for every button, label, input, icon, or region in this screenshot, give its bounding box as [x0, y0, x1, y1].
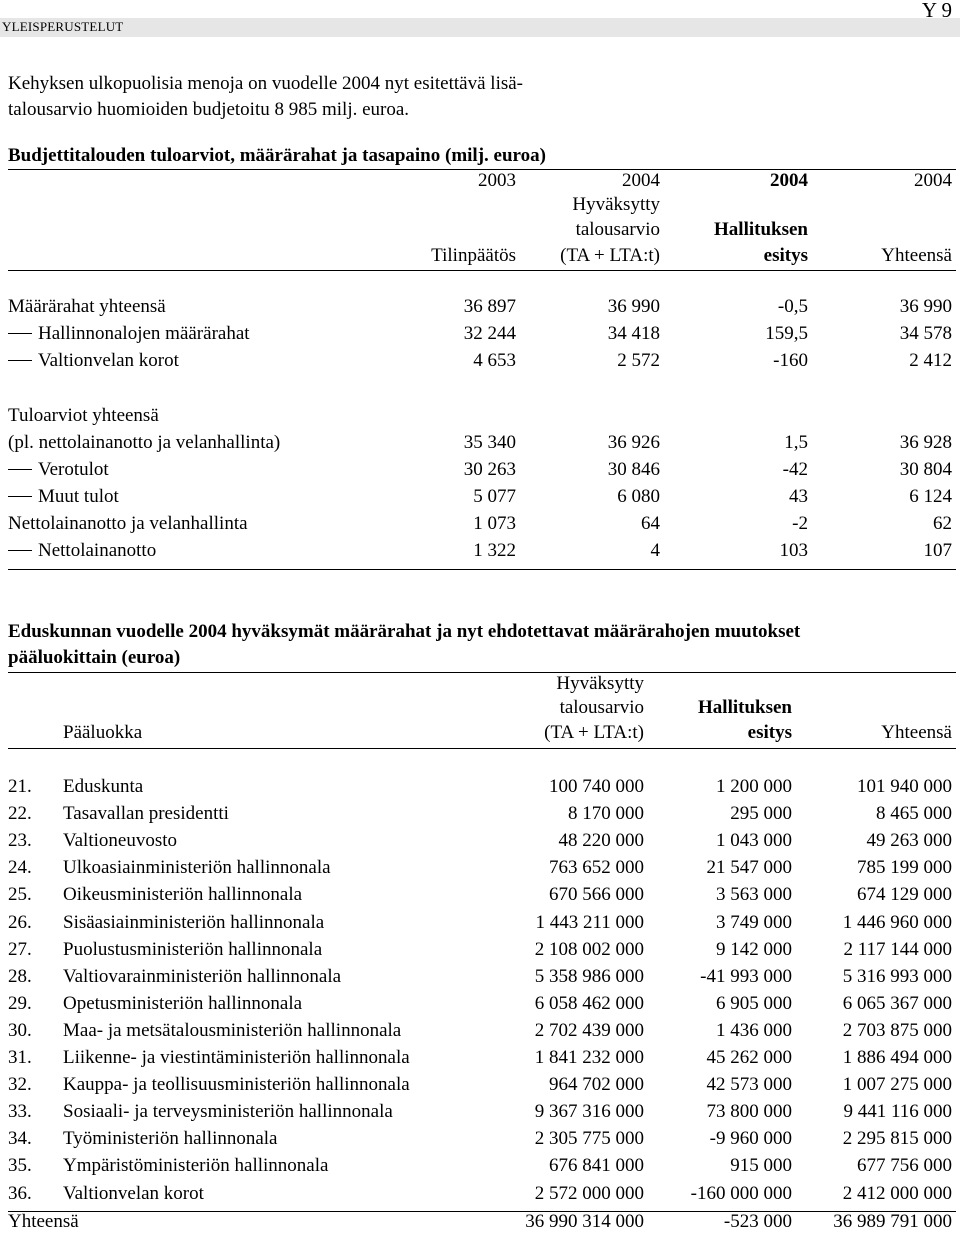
table1-cell: 35 340 — [463, 432, 516, 453]
table2-row-total: 785 199 000 — [857, 857, 952, 878]
table2-row-ta: 2 572 000 000 — [534, 1183, 644, 1204]
table1-cell: 36 990 — [899, 296, 952, 317]
table2-row-number: 26. — [8, 912, 32, 933]
table1-cell: 2 412 — [909, 350, 952, 371]
table1-row-label-text: (pl. nettolainanotto ja velanhallinta) — [8, 432, 281, 453]
table2-col-he-line-1: Hallituksen — [698, 697, 792, 718]
table2-row-ta: 9 367 316 000 — [534, 1101, 644, 1122]
table2-row-name: Oikeusministeriön hallinnonala — [63, 884, 303, 905]
table2-row-name: Valtioneuvosto — [63, 830, 177, 851]
table2-row-total: 677 756 000 — [857, 1155, 952, 1176]
table2-row-ta: 1 841 232 000 — [534, 1047, 644, 1068]
table2-row-name: Valtiovarainministeriön hallinnonala — [63, 966, 342, 987]
table1-row-label-text: Tuloarviot yhteensä — [8, 405, 159, 426]
table2-row-total: 674 129 000 — [857, 884, 952, 905]
table2-row-name: Valtionvelan korot — [63, 1183, 204, 1204]
table2-row-number: 23. — [8, 830, 32, 851]
table2-row-number: 25. — [8, 884, 32, 905]
table2-row-total: 1 886 494 000 — [842, 1047, 952, 1068]
table2-row-ta: 964 702 000 — [549, 1074, 644, 1095]
table2-row-number: 30. — [8, 1020, 32, 1041]
table2-title-line-1: Eduskunnan vuodelle 2004 hyväksymät määrärahat ja nyt ehdotettavat määrärahojen muutokset — [8, 621, 801, 642]
table1-col-year: 2004 — [914, 170, 952, 191]
table2-row-ta: 763 652 000 — [549, 857, 644, 878]
table1-cell: 1,5 — [784, 432, 808, 453]
table1-header-rule — [8, 270, 956, 271]
table1-cell: 1 073 — [473, 513, 516, 534]
table1-cell: 2 572 — [617, 350, 660, 371]
table1-bottom-rule — [8, 569, 956, 570]
table2-row-total: 2 412 000 000 — [842, 1183, 952, 1204]
table1-cell: 36 926 — [607, 432, 660, 453]
table2-row-total: 49 263 000 — [866, 830, 952, 851]
table2-row-total: 2 703 875 000 — [842, 1020, 952, 1041]
table1-cell: 1 322 — [473, 540, 516, 561]
table2-row-number: 36. — [8, 1183, 32, 1204]
table2-row-total: 9 441 116 000 — [843, 1101, 952, 1122]
table2-row-he: -41 993 000 — [700, 966, 792, 987]
table2-row-he: 73 800 000 — [706, 1101, 792, 1122]
table1-row-label — [8, 296, 166, 318]
table1-row-label — [8, 513, 248, 535]
table2-row-total: 1 007 275 000 — [842, 1074, 952, 1095]
table1-cell: 30 263 — [463, 459, 516, 480]
table2-row-ta: 2 305 775 000 — [534, 1128, 644, 1149]
table1-row-label — [8, 459, 109, 481]
table1-col-label: Hyväksytty — [572, 194, 660, 215]
table2-row-ta: 1 443 211 000 — [535, 912, 644, 933]
table2-top-rule — [8, 672, 956, 673]
table2-row-name: Eduskunta — [63, 776, 144, 797]
table2-row-he: 6 905 000 — [716, 993, 792, 1014]
table2-row-name: Puolustusministeriön hallinnonala — [63, 939, 323, 960]
table2-row-total: 101 940 000 — [857, 776, 952, 797]
table2-row-ta: 48 220 000 — [558, 830, 644, 851]
table2-row-total: 2 117 144 000 — [843, 939, 952, 960]
intro-line-2: talousarvio huomioiden budjetoitu 8 985 milj. euroa. — [8, 99, 410, 120]
table2-row-number: 22. — [8, 803, 32, 824]
table2-row-he: -160 000 000 — [690, 1183, 792, 1204]
table1-col-label: (TA + LTA:t) — [560, 245, 660, 266]
dash-mark — [8, 550, 32, 551]
page-number: Y 9 — [921, 0, 952, 22]
table1-row-label-text: Hallinnonalojen määrärahat — [38, 323, 250, 344]
table2-col-ta-line-1: Hyväksytty — [556, 673, 644, 694]
table2-total-he: -523 000 — [723, 1211, 792, 1232]
table2-row-he: -9 960 000 — [709, 1128, 792, 1149]
table1-col-label: talousarvio — [575, 219, 660, 240]
table1-cell: 34 578 — [899, 323, 952, 344]
table1-row-label-text: Nettolainanotto — [38, 540, 157, 561]
table2-row-he: 915 000 — [730, 1155, 792, 1176]
table2-col-ta-line-2: talousarvio — [559, 697, 644, 718]
table2-row-total: 6 065 367 000 — [842, 993, 952, 1014]
table2-row-ta: 100 740 000 — [549, 776, 644, 797]
table1-title: Budjettitalouden tuloarviot, määrärahat ja tasapaino (milj. euroa) — [8, 145, 546, 166]
table2-row-ta: 670 566 000 — [549, 884, 644, 905]
table2-total-ta: 36 990 314 000 — [525, 1211, 644, 1232]
table2-row-name: Maa- ja metsätalousministeriön hallinnonala — [63, 1020, 402, 1041]
table1-cell: 64 — [641, 513, 660, 534]
table2-title-line-2: pääluokittain (euroa) — [8, 647, 181, 668]
table2-row-he: 295 000 — [730, 803, 792, 824]
table1-row-label-text: Nettolainanotto ja velanhallinta — [8, 513, 248, 534]
table1-col-label: Hallituksen — [714, 219, 808, 240]
table1-cell: 107 — [923, 540, 952, 561]
table2-row-name: Työministeriön hallinnonala — [63, 1128, 278, 1149]
table1-cell: 6 124 — [909, 486, 952, 507]
table1-col-year: 2004 — [770, 170, 808, 191]
table1-row-label — [8, 323, 250, 345]
table1-cell: 6 080 — [617, 486, 660, 507]
table2-row-number: 29. — [8, 993, 32, 1014]
table2-row-he: 9 142 000 — [716, 939, 792, 960]
table2-row-total: 1 446 960 000 — [842, 912, 952, 933]
table1-cell: 36 990 — [607, 296, 660, 317]
table1-row-label — [8, 540, 156, 562]
table2-total-label: Yhteensä — [8, 1211, 79, 1232]
table2-row-name: Sosiaali- ja terveysministeriön hallinnonala — [63, 1101, 393, 1122]
dash-mark — [8, 496, 32, 497]
table1-cell: 36 897 — [463, 296, 516, 317]
table1-cell: 36 928 — [899, 432, 952, 453]
table2-row-name: Tasavallan presidentti — [63, 803, 229, 824]
table2-row-he: 1 200 000 — [716, 776, 792, 797]
table2-row-he: 1 436 000 — [716, 1020, 792, 1041]
table2-row-he: 42 573 000 — [706, 1074, 792, 1095]
table1-cell: 4 — [650, 540, 660, 561]
table2-header-rule — [8, 748, 956, 749]
table1-cell: 103 — [779, 540, 808, 561]
header-band — [0, 18, 960, 37]
table2-row-ta: 2 702 439 000 — [534, 1020, 644, 1041]
table2-row-number: 27. — [8, 939, 32, 960]
table2-row-number: 32. — [8, 1074, 32, 1095]
table1-col-label: esitys — [763, 245, 808, 266]
table1-row-label — [8, 432, 280, 454]
table1-row-label-text: Valtionvelan korot — [38, 350, 179, 371]
table2-col-total: Yhteensä — [881, 722, 952, 743]
table2-total-rule — [8, 1211, 956, 1212]
table2-row-name: Ulkoasiainministeriön hallinnonala — [63, 857, 331, 878]
table2-row-he: 3 563 000 — [716, 884, 792, 905]
table2-row-number: 31. — [8, 1047, 32, 1068]
table2-row-he: 45 262 000 — [706, 1047, 792, 1068]
table2-row-ta: 5 358 986 000 — [534, 966, 644, 987]
table1-cell: 30 804 — [899, 459, 952, 480]
table2-total-total: 36 989 791 000 — [833, 1211, 952, 1232]
table1-row-label — [8, 350, 179, 372]
table2-row-name: Ympäristöministeriön hallinnonala — [63, 1155, 329, 1176]
table2-row-ta: 676 841 000 — [549, 1155, 644, 1176]
table2-row-he: 21 547 000 — [706, 857, 792, 878]
table2-row-number: 34. — [8, 1128, 32, 1149]
table1-cell: 62 — [933, 513, 952, 534]
table1-row-label-text: Verotulot — [38, 459, 109, 480]
table2-row-number: 33. — [8, 1101, 32, 1122]
table2-row-he: 1 043 000 — [716, 830, 792, 851]
table1-col-year: 2004 — [622, 170, 660, 191]
dash-mark — [8, 469, 32, 470]
table1-cell: 5 077 — [473, 486, 516, 507]
table2-row-ta: 2 108 002 000 — [534, 939, 644, 960]
table1-row-label — [8, 405, 159, 427]
table1-col-label: Yhteensä — [881, 245, 952, 266]
table2-row-name: Sisäasiainministeriön hallinnonala — [63, 912, 325, 933]
table1-cell: 30 846 — [607, 459, 660, 480]
table2-row-name: Opetusministeriön hallinnonala — [63, 993, 303, 1014]
table2-row-ta: 6 058 462 000 — [534, 993, 644, 1014]
table1-row-label — [8, 486, 119, 508]
table2-row-ta: 8 170 000 — [568, 803, 644, 824]
table1-cell: 43 — [789, 486, 808, 507]
table2-row-number: 35. — [8, 1155, 32, 1176]
table2-row-total: 8 465 000 — [876, 803, 952, 824]
section-title: YLEISPERUSTELUT — [2, 19, 124, 34]
table1-cell: -160 — [773, 350, 808, 371]
table1-cell: 4 653 — [473, 350, 516, 371]
table2-row-total: 5 316 993 000 — [842, 966, 952, 987]
dash-mark — [8, 333, 32, 334]
table1-cell: 32 244 — [463, 323, 516, 344]
table1-cell: 159,5 — [765, 323, 808, 344]
table2-row-number: 21. — [8, 776, 32, 797]
dash-mark — [8, 360, 32, 361]
table2-row-number: 24. — [8, 857, 32, 878]
table1-cell: -42 — [782, 459, 808, 480]
table2-row-total: 2 295 815 000 — [842, 1128, 952, 1149]
table1-cell: -2 — [792, 513, 808, 534]
table2-col-he-line-2: esitys — [747, 722, 792, 743]
table1-row-label-text: Määrärahat yhteensä — [8, 296, 166, 317]
table2-col-ta-line-3: (TA + LTA:t) — [544, 722, 644, 743]
table1-cell: -0,5 — [777, 296, 808, 317]
table1-cell: 34 418 — [607, 323, 660, 344]
table1-row-label-text: Muut tulot — [38, 486, 119, 507]
table1-col-label: Tilinpäätös — [431, 245, 516, 266]
table1-col-year: 2003 — [478, 170, 516, 191]
table2-row-number: 28. — [8, 966, 32, 987]
table2-row-name: Liikenne- ja viestintäministeriön hallinnonala — [63, 1047, 410, 1068]
table2-row-name: Kauppa- ja teollisuusministeriön hallinnonala — [63, 1074, 410, 1095]
table2-col-paaluokka: Pääluokka — [63, 722, 143, 743]
intro-line-1: Kehyksen ulkopuolisia menoja on vuodelle 2004 nyt esitettävä lisä- — [8, 73, 524, 94]
table2-row-he: 3 749 000 — [716, 912, 792, 933]
